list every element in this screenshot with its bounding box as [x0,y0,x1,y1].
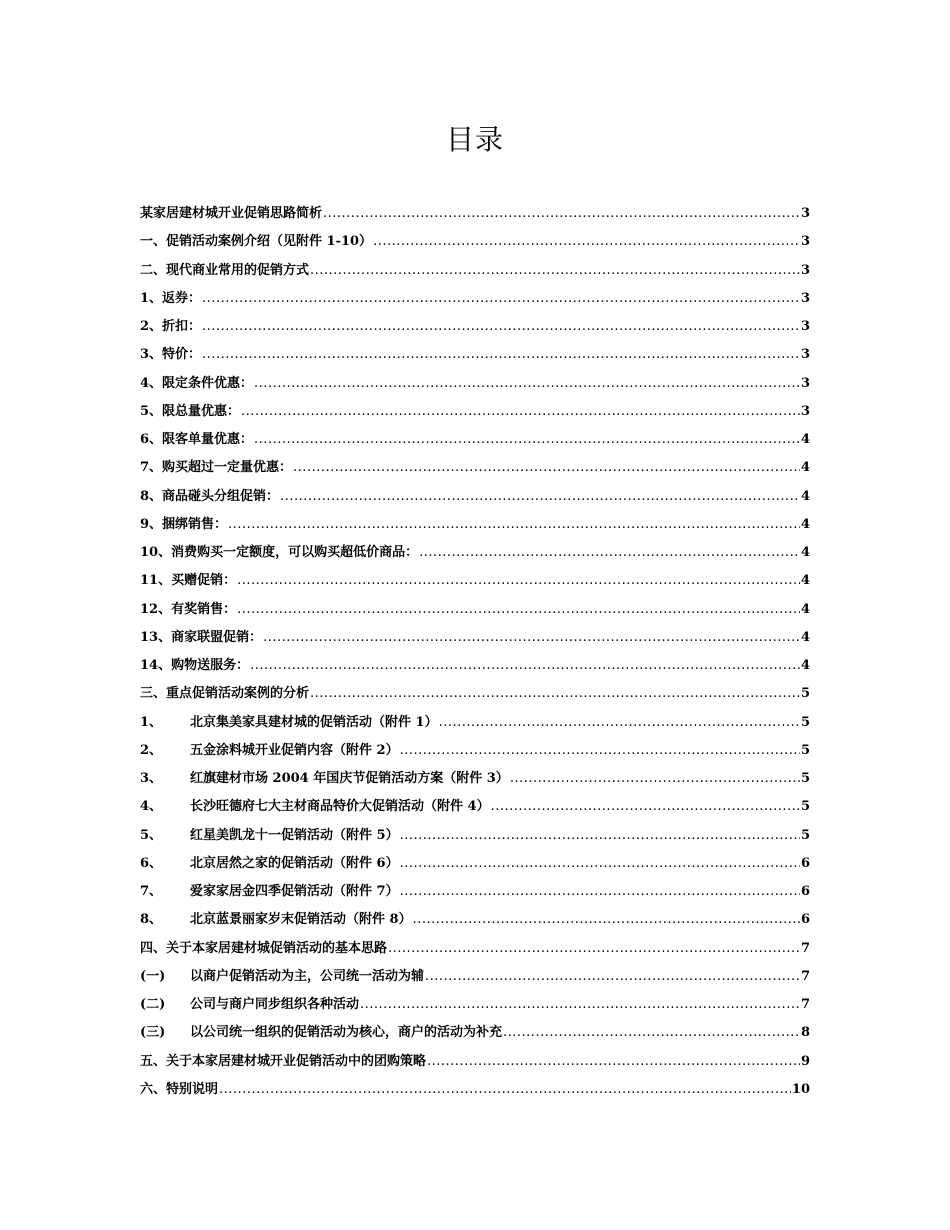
toc-entry-page-number: 5 [800,827,810,843]
toc-leader-dots [510,765,800,793]
toc-entry-number: (三) [140,1025,166,1041]
toc-entry[interactable] [140,341,810,369]
toc-entry-title: 五、关于本家居建材城开业促销活动中的团购策略 [140,1053,427,1069]
toc-leader-dots [237,596,800,624]
toc-entry-title: 五金涂料城开业促销内容（附件 2） [190,742,399,758]
toc-entry-page-number: 5 [800,714,810,730]
toc-leader-dots [254,426,800,454]
toc-entry-title: 7、购买超过一定量优惠： [140,460,293,476]
toc-entry[interactable] [140,200,810,228]
toc-entry[interactable] [140,935,810,963]
toc-entry-page-number: 4 [800,488,810,504]
toc-leader-dots [400,850,800,878]
toc-entry-number: 3、 [140,771,163,786]
toc-entry[interactable] [140,850,810,878]
toc-leader-dots [400,737,800,765]
toc-entry-page-number: 4 [800,573,810,589]
toc-entry-title: 四、关于本家居建材城促销活动的基本思路 [140,940,388,956]
toc-entry-page-number: 4 [800,516,810,532]
toc-leader-dots [280,483,800,511]
toc-leader-dots [241,398,800,426]
toc-entry-title: 14、购物送服务： [140,658,250,673]
toc-entry-page-number: 6 [800,855,810,871]
toc-entry-title: 13、商家联盟促销： [140,629,263,645]
toc-leader-dots [419,539,800,567]
toc-entry[interactable] [140,906,810,934]
toc-entry[interactable] [140,1048,810,1076]
toc-entry-title: 北京蓝景丽家岁末促销活动（附件 8） [190,912,412,928]
toc-leader-dots [373,228,800,256]
toc-leader-dots [237,567,800,595]
toc-entry-title: 长沙旺德府七大主材商品特价大促销活动（附件 4） [190,799,490,815]
toc-entry-page-number: 5 [800,799,810,815]
toc-leader-dots [254,370,800,398]
toc-entry[interactable] [140,624,810,652]
toc-entry[interactable] [140,737,810,765]
toc-entry-title: 10、消费购买一定额度，可以购买超低价商品： [140,545,419,560]
toc-entry-title: 红旗建材市场 2004 年国庆节促销活动方案（附件 3） [190,771,509,786]
toc-entry-title: 北京居然之家的促销活动（附件 6） [190,855,399,871]
toc-entry-number: 8、 [140,912,163,928]
toc-entry-page-number: 4 [800,460,810,476]
toc-entry-title: 红星美凯龙十一促销活动（附件 5） [190,827,399,843]
toc-entry[interactable] [140,370,810,398]
toc-entry-page-number: 4 [800,432,810,447]
toc-entry-title: 12、有奖销售： [140,601,237,617]
toc-leader-dots [439,709,800,737]
toc-entry-title: 某家居建材城开业促销思路简析 [140,206,323,221]
toc-entry[interactable] [140,426,810,454]
toc-leader-dots [425,963,800,991]
toc-entry-page-number: 3 [800,262,810,278]
toc-entry[interactable] [140,483,810,511]
toc-leader-dots [503,1019,800,1047]
toc-entry[interactable] [140,822,810,850]
toc-entry-number: 7、 [140,884,163,899]
toc-entry-title: 1、返券： [140,290,202,306]
toc-entry-page-number: 3 [800,290,810,306]
toc-entry[interactable] [140,878,810,906]
toc-entry-page-number: 3 [800,206,810,221]
toc-entry[interactable] [140,511,810,539]
toc-leader-dots [491,793,800,821]
toc-leader-dots [202,313,800,341]
toc-entry[interactable] [140,991,810,1019]
toc-entry-page-number: 4 [800,629,810,645]
toc-entry-page-number: 5 [800,742,810,758]
toc-entry-title: 一、促销活动案例介绍（见附件 1-10） [140,234,373,250]
toc-entry[interactable] [140,709,810,737]
toc-entry-page-number: 4 [800,601,810,617]
toc-entry-title: 3、特价： [140,347,202,363]
toc-entry-page-number: 3 [800,375,810,391]
toc-entry-title: 9、捆绑销售： [140,516,228,532]
toc-entry-title: 二、现代商业常用的促销方式 [140,262,310,278]
toc-entry-title: 2、折扣： [140,319,202,334]
toc-leader-dots [219,1076,791,1104]
toc-entry-page-number: 8 [800,1025,810,1041]
table-of-contents [140,200,810,1104]
toc-entry-title: 5、限总量优惠： [140,403,241,419]
toc-entry[interactable] [140,1076,810,1104]
toc-entry[interactable] [140,963,810,991]
toc-entry-page-number: 6 [800,912,810,928]
toc-entry-title: 三、重点促销活动案例的分析 [140,686,310,702]
toc-entry-number: 5、 [140,827,163,843]
toc-entry[interactable] [140,454,810,482]
toc-entry[interactable] [140,228,810,256]
toc-entry-number: (二) [140,997,166,1012]
toc-entry[interactable] [140,539,810,567]
toc-entry-page-number: 5 [800,686,810,702]
toc-leader-dots [202,341,800,369]
toc-entry-title: 北京集美家具建材城的促销活动（附件 1） [190,714,438,730]
toc-entry-title: 8、商品碰头分组促销： [140,488,280,504]
toc-entry-page-number: 10 [791,1081,810,1097]
toc-leader-dots [293,454,800,482]
toc-leader-dots [400,878,800,906]
toc-entry-number: 6、 [140,855,163,871]
toc-entry-number: (一) [140,968,166,984]
toc-entry-number: 2、 [140,742,163,758]
toc-entry[interactable] [140,793,810,821]
toc-entry-title: 六、特别说明 [140,1081,219,1097]
toc-leader-dots [310,257,800,285]
toc-entry-page-number: 3 [800,403,810,419]
toc-entry[interactable] [140,1019,810,1047]
toc-entry-page-number: 4 [800,545,810,560]
toc-leader-dots [250,652,800,680]
toc-entry-page-number: 3 [800,347,810,363]
toc-entry-title: 爱家家居金四季促销活动（附件 7） [190,884,399,899]
toc-entry-title: 11、买赠促销： [140,573,237,589]
toc-leader-dots [228,511,800,539]
toc-leader-dots [202,285,800,313]
toc-entry-page-number: 3 [800,234,810,250]
toc-leader-dots [427,1048,800,1076]
toc-leader-dots [310,680,800,708]
toc-entry[interactable] [140,567,810,595]
toc-leader-dots [360,991,800,1019]
toc-leader-dots [323,200,800,228]
toc-entry-number: 4、 [140,799,163,815]
toc-entry[interactable] [140,596,810,624]
toc-entry-title: 以商户促销活动为主，公司统一活动为辅 [190,968,425,984]
toc-leader-dots [413,906,800,934]
toc-leader-dots [388,935,800,963]
toc-entry-title: 6、限客单量优惠： [140,432,254,447]
toc-entry[interactable] [140,313,810,341]
toc-entry-page-number: 7 [800,968,810,984]
toc-entry-page-number: 7 [800,940,810,956]
page-title: 目录 [445,123,504,156]
toc-entry[interactable] [140,765,810,793]
toc-entry[interactable] [140,680,810,708]
toc-entry-page-number: 9 [800,1053,810,1069]
toc-entry-number: 1、 [140,714,163,730]
toc-leader-dots [263,624,800,652]
toc-entry-title: 公司与商户同步组织各种活动 [190,997,360,1012]
toc-entry[interactable] [140,285,810,313]
toc-entry-page-number: 7 [800,997,810,1012]
toc-entry-page-number: 3 [800,319,810,334]
toc-entry[interactable] [140,652,810,680]
toc-entry-page-number: 5 [800,771,810,786]
toc-leader-dots [400,822,800,850]
toc-entry-page-number: 6 [800,884,810,899]
toc-entry[interactable] [140,398,810,426]
toc-entry-title: 以公司统一组织的促销活动为核心，商户的活动为补充 [190,1025,503,1041]
toc-entry-title: 4、限定条件优惠： [140,375,254,391]
toc-entry[interactable] [140,257,810,285]
toc-entry-page-number: 4 [800,658,810,673]
